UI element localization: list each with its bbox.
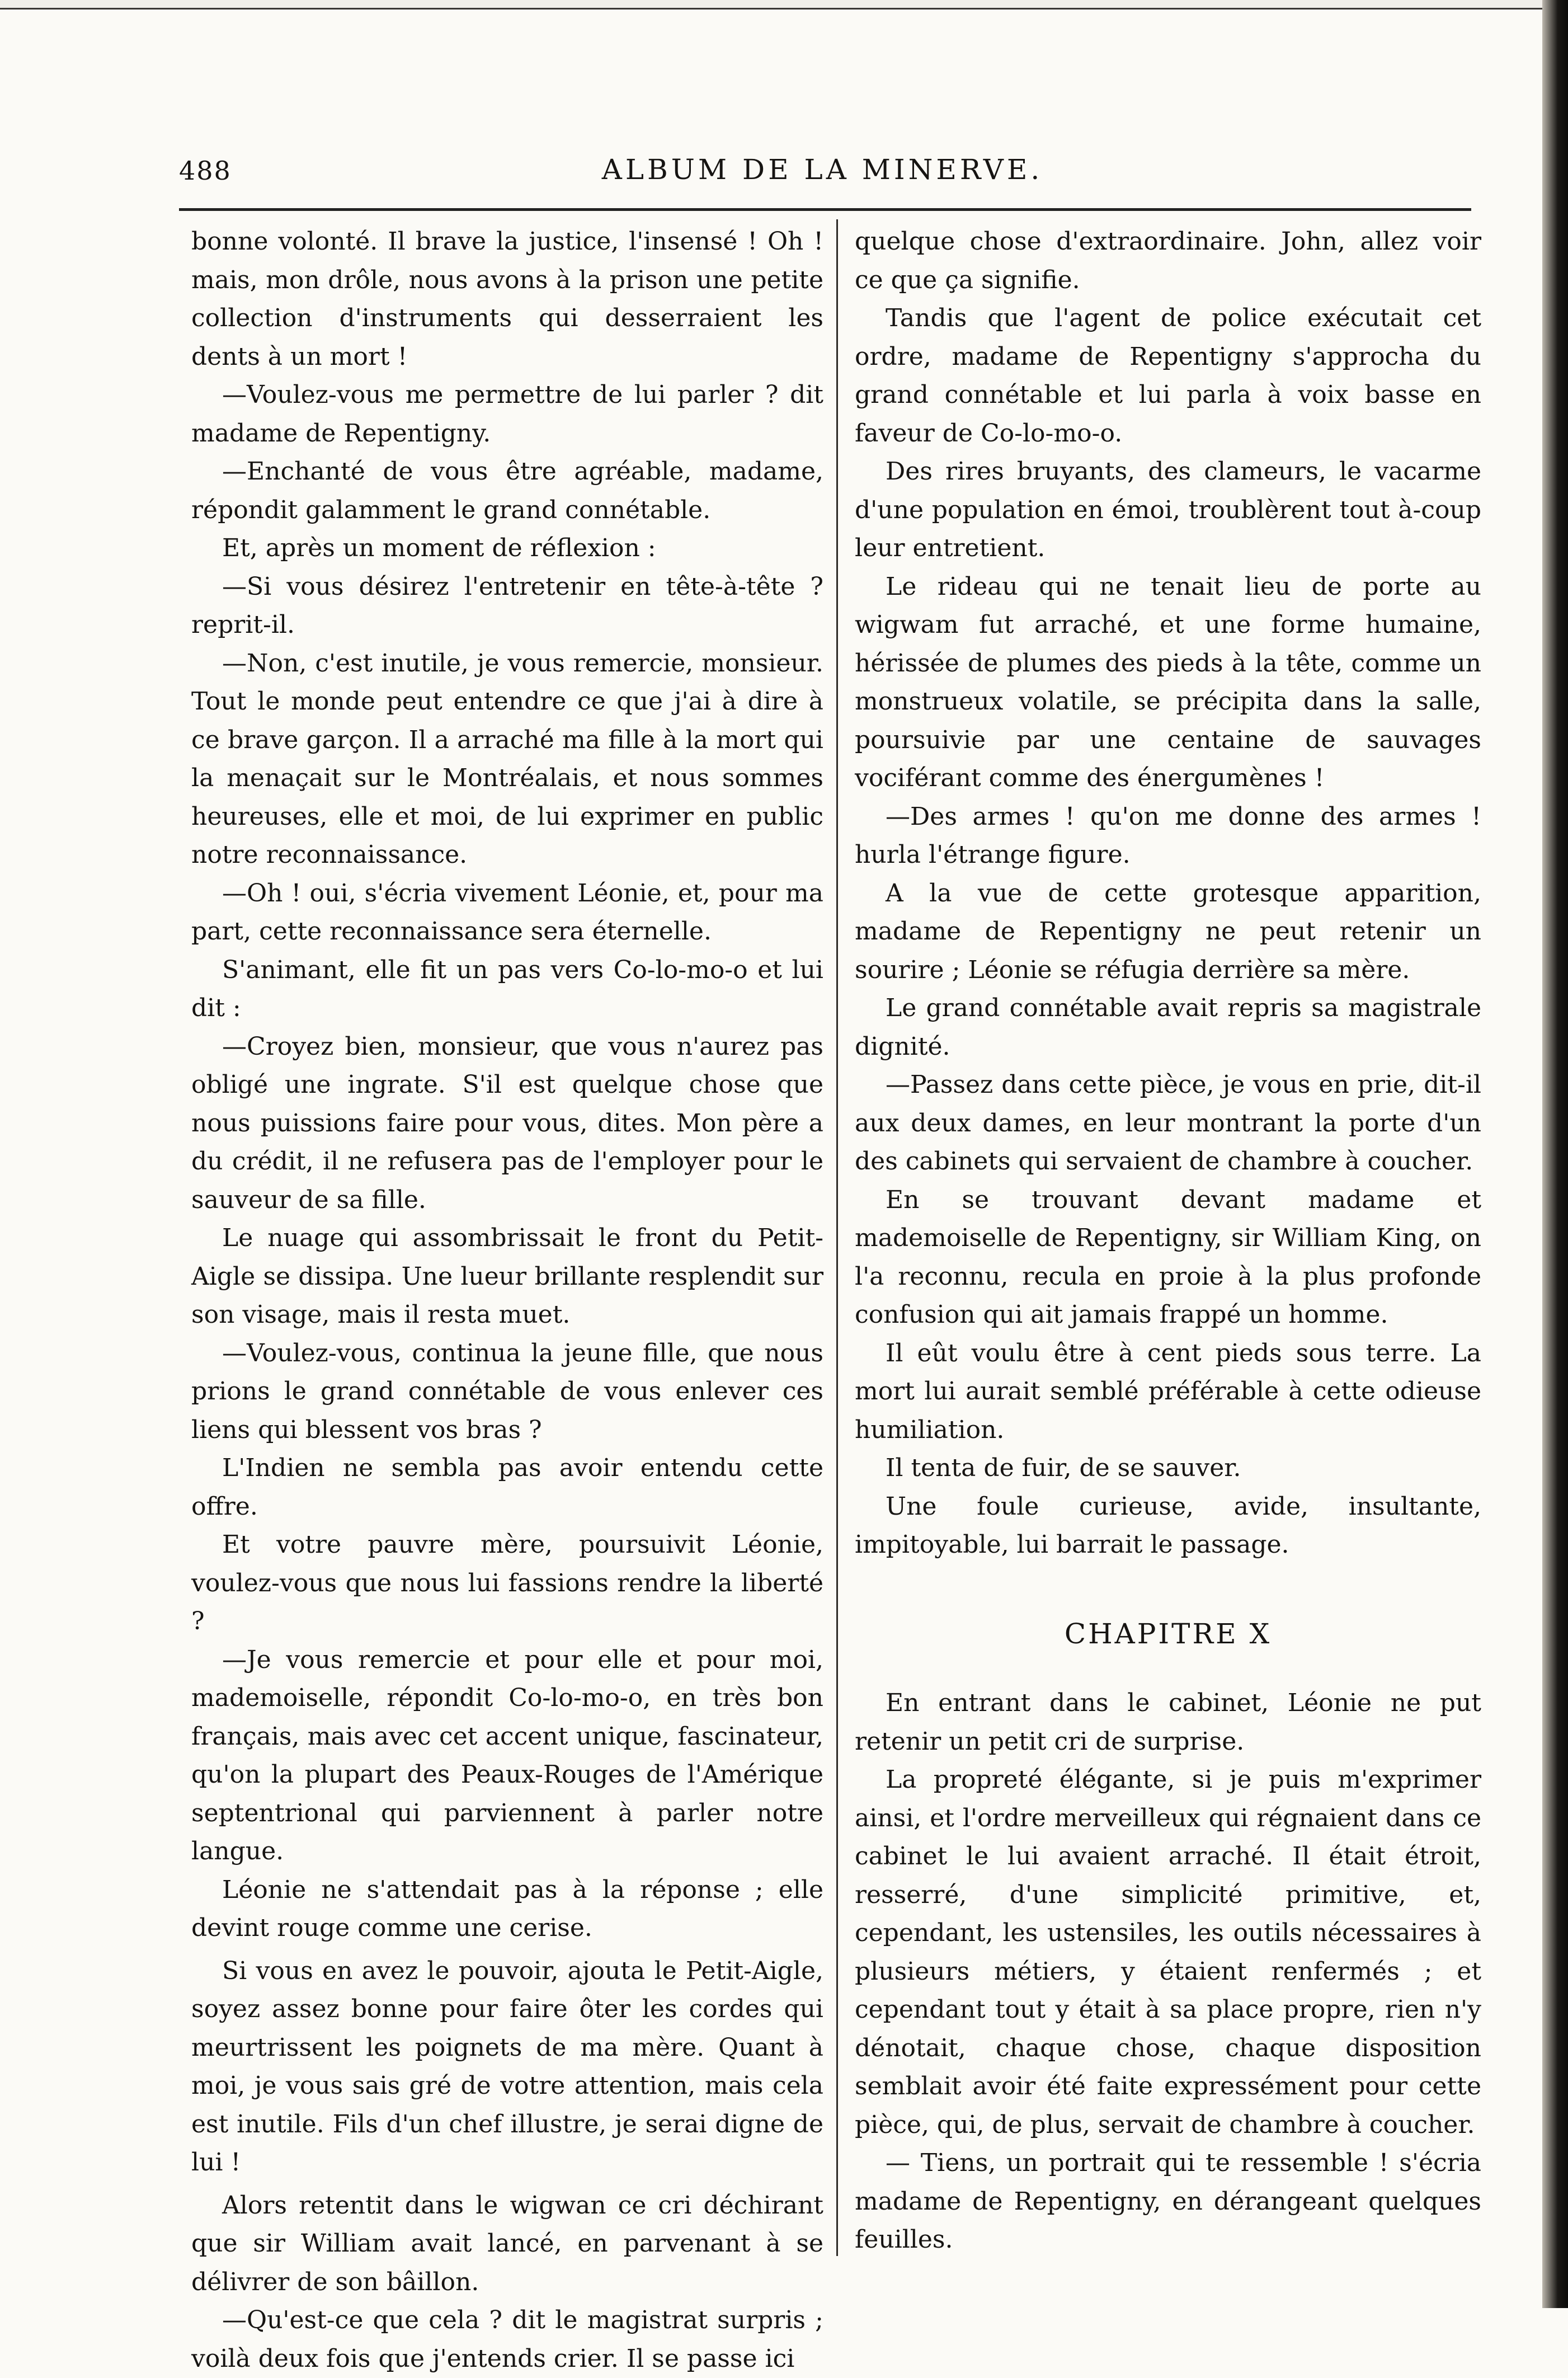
paragraph: —Enchanté de vous être agréable, madame, répondit galamment le grand connétable. (191, 457, 823, 524)
paragraph: Et votre pauvre mère, poursuivit Léonie, voulez-vous que nous lui fassions rendre la liberté ? (191, 1530, 823, 1636)
left-column (191, 223, 823, 2378)
paragraph: Léonie ne s'attendait pas à la réponse ; elle devint rouge comme une cerise. (191, 1875, 823, 1942)
page-top-edge (0, 0, 1544, 10)
paragraph: Une foule curieuse, avide, insultante, impitoyable, lui barrait le passage. (855, 1492, 1481, 1559)
paragraph: En entrant dans le cabinet, Léonie ne put retenir un petit cri de surprise. (855, 1689, 1481, 1756)
paragraph: —Voulez-vous, continua la jeune fille, que nous prions le grand connétable de vous enlever ces liens qui blessent vos bras ? (191, 1338, 823, 1444)
paragraph: Et, après un moment de réflexion : (222, 534, 656, 562)
paragraph: —Passez dans cette pièce, je vous en prie, dit-il aux deux dames, en leur montrant la porte d'un des cabinets qui servaient de chambre à coucher. (855, 1070, 1481, 1176)
paragraph: Le grand connétable avait repris sa magistrale dignité. (855, 994, 1481, 1061)
paragraph: Il tenta de fuir, de se sauver. (886, 1454, 1241, 1482)
paragraph: L'Indien ne sembla pas avoir entendu cette offre. (191, 1454, 823, 1521)
paragraph: —Oh ! oui, s'écria vivement Léonie, et, pour ma part, cette reconnaissance sera éternelle. (191, 878, 823, 946)
page-binding-shadow (1542, 0, 1568, 2308)
chapter-title: CHAPITRE X (1064, 1617, 1272, 1650)
paragraph: —Je vous remercie et pour elle et pour moi, mademoiselle, répondit Co-lo-mo-o, en très bon français, mais avec cet accent unique, fascinateur, qu'on la plupart des Peaux-Rouges de l'Amérique septentrional qui parviennent à parler notre langue. (191, 1645, 823, 1865)
paragraph: — Tiens, un portrait qui te ressemble ! s'écria madame de Repentigny, en dérangeant quelques feuilles. (855, 2149, 1481, 2254)
column-divider (836, 219, 838, 2256)
paragraph: —Voulez-vous me permettre de lui parler ? dit madame de Repentigny. (191, 380, 823, 448)
page-header (179, 151, 1466, 196)
paragraph: —Croyez bien, monsieur, que vous n'aurez pas obligé une ingrate. S'il est quelque chose que nous puissions faire pour vous, dites. Mon père a du crédit, il ne refusera pas de l'employer pour le sauveur de sa fille. (191, 1032, 823, 1214)
paragraph: bonne volonté. Il brave la justice, l'insensé ! Oh ! mais, mon drôle, nous avons à la prison une petite collection d'instruments qui desserraient les dents à un mort ! (191, 227, 823, 371)
page-number: 488 (179, 156, 232, 186)
paragraph: La propreté élégante, si je puis m'exprimer ainsi, et l'ordre merveilleux qui régnaient dans ce cabinet le lui avaient arraché. Il était étroit, resserré, d'une simplicité primitive, et, cependant, les ustensiles, les outils nécessaires à plusieurs métiers, y étaient renfermés ; et cependant tout y était à sa place propre, rien n'y dénotait, chaque chose, chaque disposition semblait avoir été faite expressément pour cette pièce, qui, de plus, servait de chambre à coucher. (855, 1765, 1481, 2139)
paragraph: Le rideau qui ne tenait lieu de porte au wigwam fut arraché, et une forme humaine, hérissée de plumes des pieds à la tête, comme un monstrueux volatile, se précipita dans la salle, poursuivie par une centaine de sauvages vociférant comme des énergumènes ! (855, 572, 1481, 792)
paragraph: S'animant, elle fit un pas vers Co-lo-mo-o et lui dit : (191, 955, 823, 1022)
paragraph: Il eût voulu être à cent pieds sous terre. La mort lui aurait semblé préférable à cette odieuse humiliation. (855, 1338, 1481, 1444)
running-head: ALBUM DE LA MINERVE. (601, 153, 1043, 186)
paragraph: Le nuage qui assombrissait le front du Petit-Aigle se dissipa. Une lueur brillante resplendit sur son visage, mais il resta muet. (191, 1224, 823, 1329)
paragraph: quelque chose d'extraordinaire. John, allez voir ce que ça signifie. (855, 227, 1481, 294)
paragraph: A la vue de cette grotesque apparition, madame de Repentigny ne peut retenir un sourire ; Léonie se réfugia derrière sa mère. (855, 878, 1481, 984)
paragraph: Tandis que l'agent de police exécutait cet ordre, madame de Repentigny s'approcha du grand connétable et lui parla à voix basse en faveur de Co-lo-mo-o. (855, 304, 1481, 448)
paragraph: En se trouvant devant madame et mademoiselle de Repentigny, sir William King, on l'a reconnu, recula en proie à la plus profonde confusion qui ait jamais frappé un homme. (855, 1185, 1481, 1329)
right-column (855, 223, 1481, 2259)
paragraph: Alors retentit dans le wigwan ce cri déchirant que sir William avait lancé, en parvenant à se délivrer de son bâillon. (191, 2191, 823, 2296)
paragraph: —Des armes ! qu'on me donne des armes ! hurla l'étrange figure. (855, 802, 1481, 869)
header-rule (179, 208, 1471, 211)
paragraph: —Non, c'est inutile, je vous remercie, monsieur. Tout le monde peut entendre ce que j'ai à dire à ce brave garçon. Il a arraché ma fille à la mort qui la menaçait sur le Montréalais, et nous sommes heureuses, elle et moi, de lui exprimer en public notre reconnaissance. (191, 648, 823, 869)
paragraph: —Si vous désirez l'entretenir en tête-à-tête ? reprit-il. (191, 572, 823, 639)
paragraph: Si vous en avez le pouvoir, ajouta le Petit-Aigle, soyez assez bonne pour faire ôter les cordes qui meurtrissent les poignets de ma mère. Quant à moi, je vous sais gré de votre attention, mais cela est inutile. Fils d'un chef illustre, je serai digne de lui ! (191, 1956, 823, 2177)
paragraph: —Qu'est-ce que cela ? dit le magistrat surpris ; voilà deux fois que j'entends crier. Il se passe ici (191, 2306, 823, 2373)
paragraph: Des rires bruyants, des clameurs, le vacarme d'une population en émoi, troublèrent tout à-coup leur entretient. (855, 457, 1481, 562)
